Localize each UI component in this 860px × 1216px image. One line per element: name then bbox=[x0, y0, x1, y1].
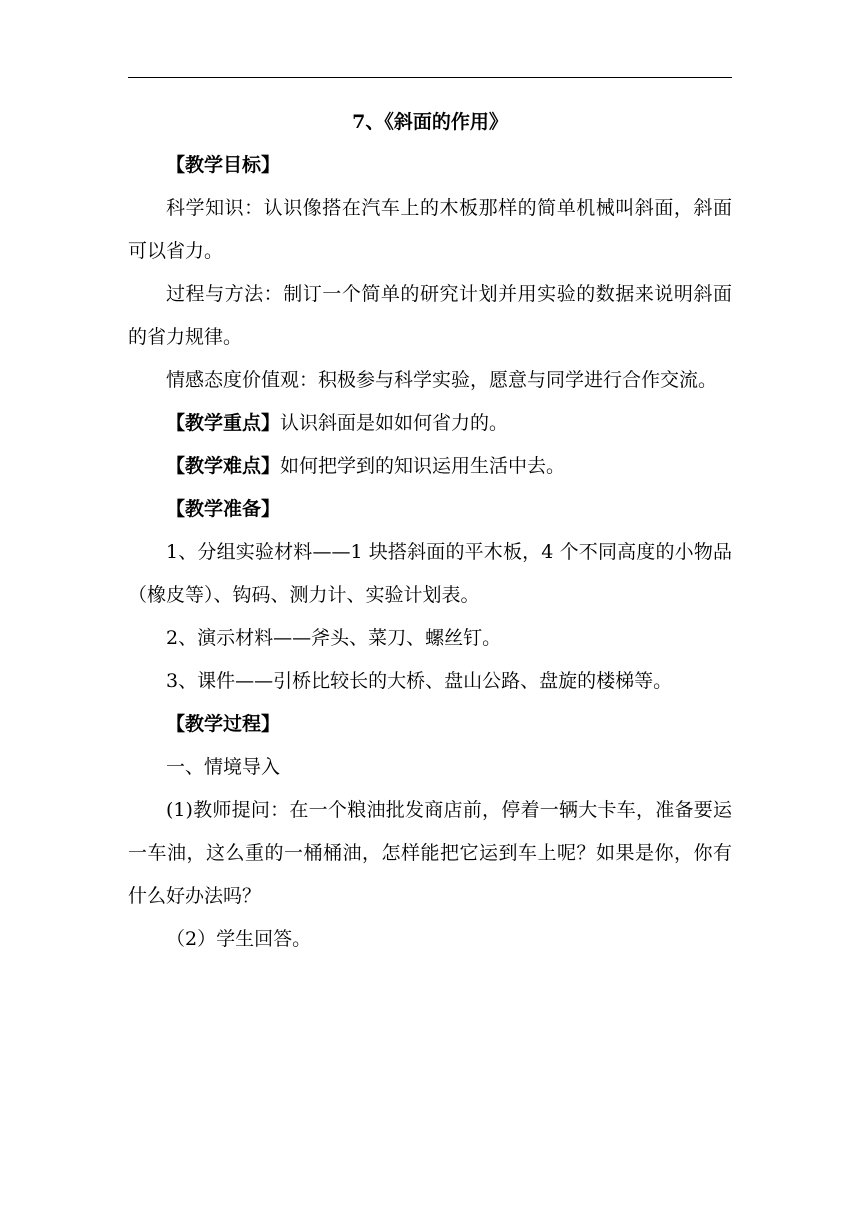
lesson-title: 7、《斜面的作用》 bbox=[352, 111, 508, 133]
difficulty-paragraph bbox=[128, 445, 732, 488]
preparation-item-1: 1、分组实验材料——1 块搭斜面的平木板，4 个不同高度的小物品（橡皮等）、钩码、测力计、实验计划表。 bbox=[128, 541, 732, 606]
difficulty-text: 如何把学到的知识运用生活中去。 bbox=[280, 455, 566, 477]
objective-knowledge: 科学知识：认识像搭在汽车上的木板那样的简单机械叫斜面，斜面可以省力。 bbox=[128, 197, 732, 262]
objectives-heading: 【教学目标】 bbox=[166, 154, 281, 176]
process-heading: 【教学过程】 bbox=[166, 713, 281, 735]
preparation-heading: 【教学准备】 bbox=[166, 498, 281, 520]
key-point-text: 认识斜面是如如何省力的。 bbox=[280, 412, 509, 434]
key-point-paragraph bbox=[128, 402, 732, 445]
document-body bbox=[128, 100, 732, 961]
objective-attitude: 情感态度价值观：积极参与科学实验，愿意与同学进行合作交流。 bbox=[166, 369, 718, 391]
step-2: （2）学生回答。 bbox=[166, 928, 312, 950]
section-intro: 一、情境导入 bbox=[166, 756, 281, 778]
objective-process: 过程与方法：制订一个简单的研究计划并用实验的数据来说明斜面的省力规律。 bbox=[128, 283, 732, 348]
header-rule bbox=[128, 77, 732, 78]
preparation-item-2: 2、演示材料——斧头、菜刀、螺丝钉。 bbox=[166, 627, 502, 649]
step-1: (1)教师提问：在一个粮油批发商店前，停着一辆大卡车，准备要运一车油，这么重的一桶桶油，怎样能把它运到车上呢？如果是你，你有什么好办法吗？ bbox=[128, 799, 732, 907]
preparation-item-3: 3、课件——引桥比较长的大桥、盘山公路、盘旋的楼梯等。 bbox=[166, 670, 673, 692]
key-point-heading: 【教学重点】 bbox=[166, 412, 281, 434]
difficulty-heading: 【教学难点】 bbox=[166, 455, 281, 477]
